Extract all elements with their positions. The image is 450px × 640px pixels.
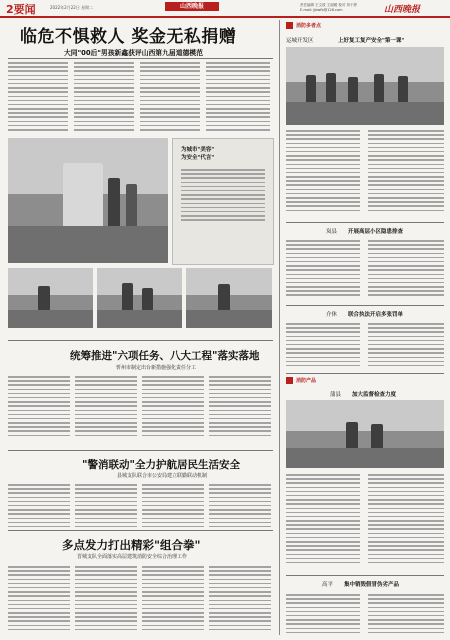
divider	[8, 58, 273, 59]
section-tag-icon	[286, 22, 293, 29]
story3-column-1	[8, 484, 70, 530]
photo-small-2	[97, 268, 182, 328]
story3-subheadline: 县城支队联合市公安局建立联勤联动机制	[117, 473, 208, 479]
right-section5-column-2	[368, 594, 444, 636]
story2-headline: 统筹推进"六项任务、八大工程"落实落地	[70, 350, 260, 362]
page-number: 2要闻	[6, 3, 36, 16]
story4-subheadline: 晋城支队全面落实高层建筑消防安全综合治理工作	[77, 554, 188, 560]
right-section3-column-2	[368, 323, 444, 369]
photo-small-3	[186, 268, 272, 328]
main-story-column-3	[140, 62, 200, 133]
story2-subheadline: 忻州市制定出台新措施强化责任分工	[116, 365, 197, 371]
column-separator	[279, 20, 280, 635]
section-masthead: 山西晚报	[165, 2, 219, 11]
right-section4-place: 蒲县	[330, 392, 342, 398]
right-photo-2	[286, 400, 444, 468]
story2-column-1	[8, 376, 70, 439]
right-section1-tag: 消防多者点	[296, 23, 322, 29]
divider	[8, 450, 273, 451]
right-section3-place: 介休	[326, 312, 338, 318]
editor-line: 责任编辑 王文波 王丽媛 校对 刘于婷	[300, 3, 357, 7]
main-story-column-4	[206, 62, 270, 133]
divider	[286, 575, 444, 576]
story2-column-4	[209, 376, 271, 439]
right-section5-column-1	[286, 594, 360, 636]
right-section2-place: 岚县	[326, 229, 338, 235]
right-section3-column-1	[286, 323, 360, 369]
issue-date: 2022年2月22日 星期二	[50, 5, 94, 10]
story3-column-4	[209, 484, 271, 530]
photo-small-1	[8, 268, 93, 328]
right-section4-column-2	[368, 474, 444, 566]
right-section5-place: 高平	[322, 582, 334, 588]
divider	[286, 373, 444, 374]
story3-column-3	[142, 484, 204, 530]
story3-headline: "警消联动"全力护航居民生活安全	[82, 459, 240, 471]
editor-info	[300, 3, 380, 12]
right-section1-place: 运城开发区	[286, 38, 314, 44]
story4-headline: 多点发力打出精彩"组合拳"	[62, 538, 201, 552]
section-tag-icon	[286, 377, 293, 384]
right-section1-column-2	[368, 130, 444, 214]
story4-column-4	[209, 566, 271, 633]
caption-title-line2: 为安全"代言"	[181, 155, 215, 161]
main-subheadline: 大同"00后"男孩新鑫获评山西第九届道德模范	[64, 49, 203, 57]
right-section2-title: 开展高层小区隐患排查	[348, 229, 404, 235]
caption-body	[181, 169, 265, 223]
main-story-column-2	[74, 62, 134, 133]
right-section4-title: 加大监督检查力度	[352, 392, 397, 398]
divider	[8, 340, 273, 341]
story2-column-2	[75, 376, 137, 439]
main-headline: 临危不惧救人 奖金无私捐赠	[20, 27, 237, 47]
story4-column-1	[8, 566, 70, 633]
main-story-column-1	[8, 62, 68, 133]
photo-large	[8, 138, 168, 263]
caption-title-line1: 为城市"美容"	[181, 147, 215, 153]
divider	[286, 305, 444, 306]
right-section2-column-2	[368, 240, 444, 299]
right-section3-title: 联合执法开启多张罚单	[348, 312, 404, 318]
story2-column-3	[142, 376, 204, 439]
page-header	[0, 0, 450, 18]
story3-column-2	[75, 484, 137, 530]
right-section4-tag: 消防产品	[296, 378, 317, 384]
story4-column-3	[142, 566, 204, 633]
right-photo-1	[286, 47, 444, 125]
right-section2-column-1	[286, 240, 360, 299]
divider	[8, 530, 273, 531]
divider	[286, 222, 444, 223]
story4-column-2	[75, 566, 137, 633]
right-section1-column-1	[286, 130, 360, 214]
brand-logo: 山西晚报	[384, 5, 421, 15]
right-section4-column-1	[286, 474, 360, 566]
right-section5-title: 集中销毁假冒伪劣产品	[344, 582, 400, 588]
right-section1-title: 上好复工复产安全"第一课"	[338, 38, 405, 44]
photo-caption-box	[172, 138, 274, 265]
editor-email: E-mail: jjbwfb@126.com	[300, 7, 343, 12]
